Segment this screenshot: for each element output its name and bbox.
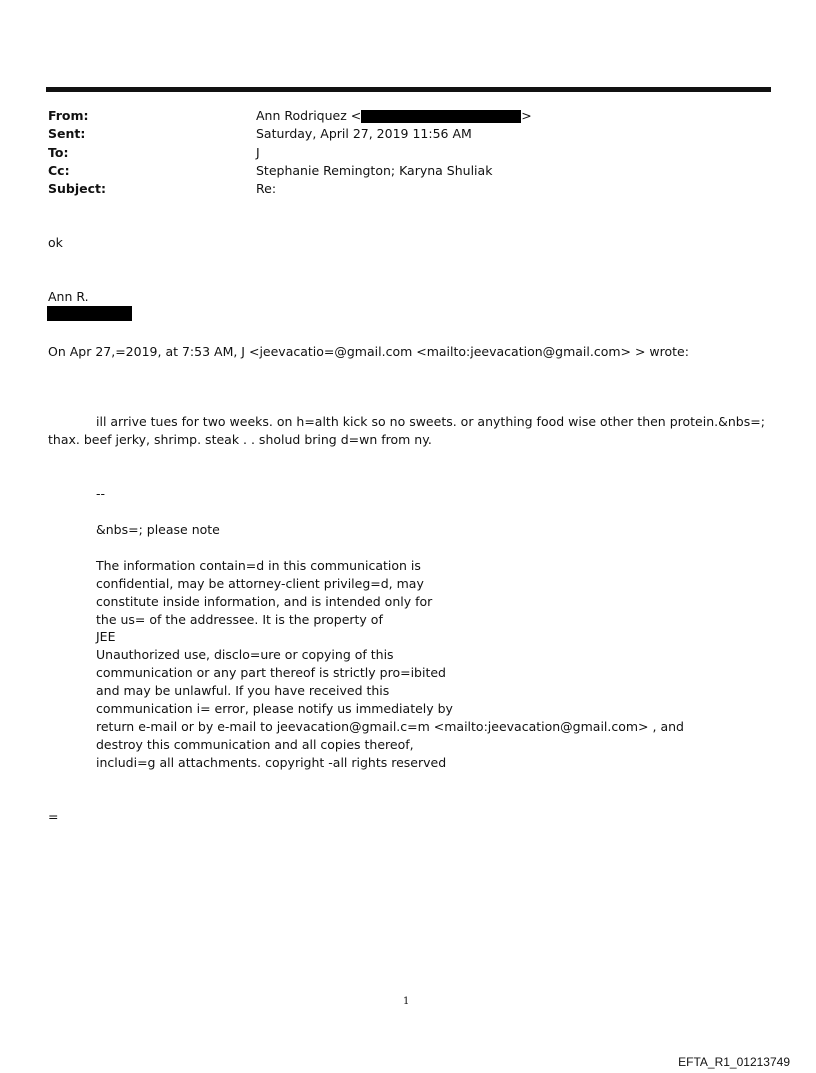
please-note-line: &nbs=; please note [96,522,220,537]
disclaimer-line: The information contain=d in this communication is [96,558,421,573]
trailing-equals: = [48,809,59,824]
disclaimer-line: communication i= error, please notify us immediately by [96,701,453,716]
redaction-box [361,110,521,123]
from-value [256,108,532,123]
disclaimer-line: return e-mail or by e-mail to jeevacation@gmail.c=m <mailto:jeevacation@gmail.com> , and [96,719,684,734]
reply-text: ok [48,235,63,250]
cc-label: Cc: [48,163,70,178]
signature-dashes: -- [96,486,106,501]
header-rule [46,87,771,92]
sent-label: Sent: [48,126,86,141]
disclaimer-line: the us= of the addressee. It is the property of [96,612,383,627]
from-tail: > [521,108,532,123]
subject-label: Subject: [48,181,106,196]
to-value: J [256,145,260,160]
bates-number: EFTA_R1_01213749 [678,1055,790,1069]
page-number: 1 [403,996,410,1007]
quote-intro: On Apr 27,=2019, at 7:53 AM, J <jeevacatio=@gmail.com <mailto:jeevacation@gmail.com> > wrote: [48,344,689,359]
sent-value: Saturday, April 27, 2019 11:56 AM [256,126,472,141]
to-label: To: [48,145,69,160]
cc-value: Stephanie Remington; Karyna Shuliak [256,163,493,178]
from-label: From: [48,108,89,123]
disclaimer-line: Unauthorized use, disclo=ure or copying of this [96,647,394,662]
signature-redaction [47,306,132,321]
disclaimer-line: communication or any part thereof is strictly pro=ibited [96,665,446,680]
subject-value: Re: [256,181,277,196]
disclaimer-line: confidential, may be attorney-client privileg=d, may [96,576,424,591]
disclaimer-line: JEE [96,629,116,644]
disclaimer-line: constitute inside information, and is intended only for [96,594,433,609]
message-line-1: ill arrive tues for two weeks. on h=alth kick so no sweets. or anything food wise other then protein.&nbs=; [96,414,765,429]
message-line-2: thax. beef jerky, shrimp. steak . . sholud bring d=wn from ny. [48,432,432,447]
disclaimer-line: destroy this communication and all copies thereof, [96,737,414,752]
signature-name: Ann R. [48,289,89,304]
from-name: Ann Rodriquez < [256,108,362,123]
disclaimer-line: includi=g all attachments. copyright -all rights reserved [96,755,447,770]
disclaimer-line: and may be unlawful. If you have received this [96,683,390,698]
